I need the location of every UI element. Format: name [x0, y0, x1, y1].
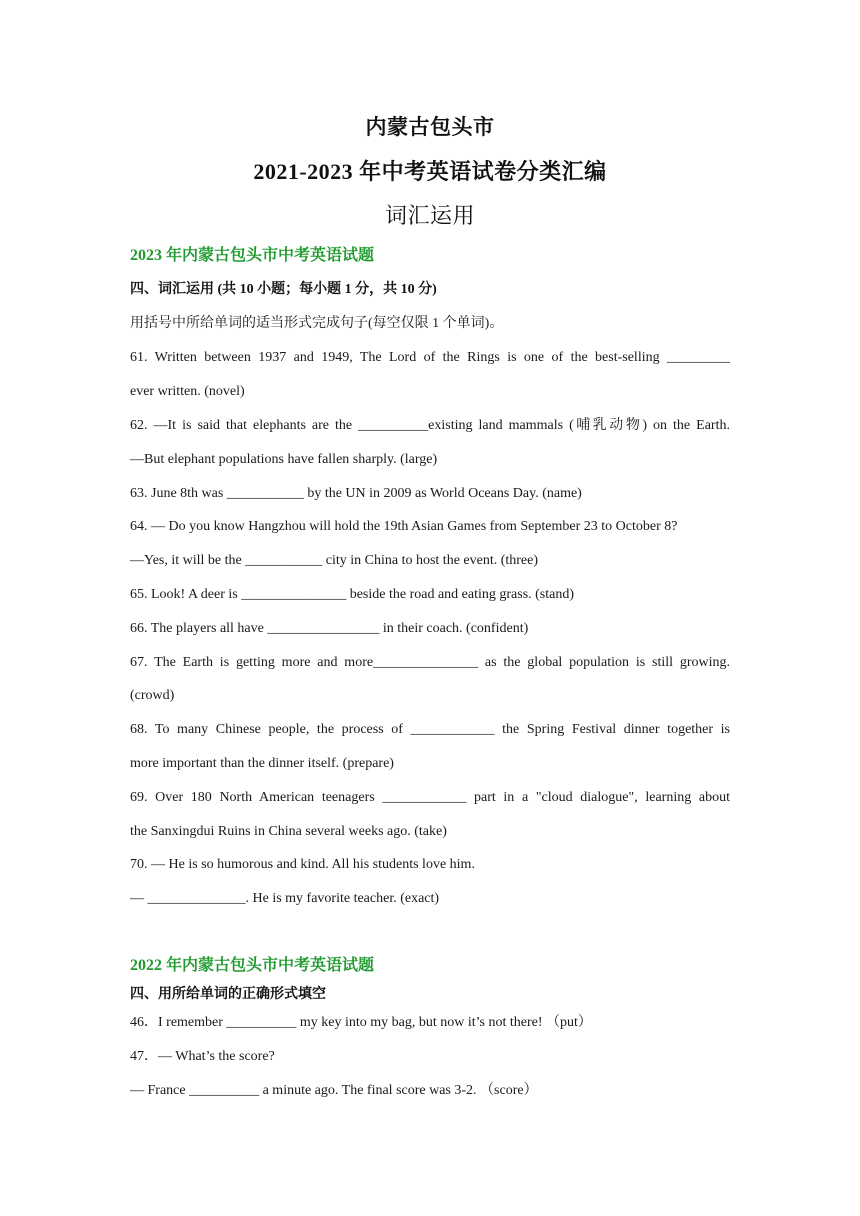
question-line: — ______________. He is my favorite teacher. (exact): [130, 891, 440, 906]
question-line: 46．I remember __________ my key into my bag, but now it’s not there! （put）: [130, 1015, 592, 1030]
question-line: 70. — He is so humorous and kind. All his students love him.: [130, 857, 475, 872]
question-line: 47．— What’s the score?: [130, 1049, 275, 1064]
question-line: 69. Over 180 North American teenagers ____________ part in a "cloud dialogue", learning about: [130, 790, 730, 805]
section-heading-2022: 2022 年内蒙古包头市中考英语试题: [130, 957, 375, 974]
instruction-text: 用括号中所给单词的适当形式完成句子(每空仅限 1 个单词)。: [130, 316, 504, 331]
section-heading-2023: 2023 年内蒙古包头市中考英语试题: [130, 247, 375, 264]
question-line: 66. The players all have ________________ in their coach. (confident): [130, 621, 529, 636]
question-line: 68. To many Chinese people, the process of ____________ the Spring Festival dinner together is: [130, 722, 730, 737]
section-subheading-2022: 四、用所给单词的正确形式填空: [130, 987, 326, 1002]
question-line: 61. Written between 1937 and 1949, The Lord of the Rings is one of the best-selling _________: [130, 350, 730, 365]
question-line: — France __________ a minute ago. The final score was 3-2. （score）: [130, 1083, 538, 1098]
document-title-region: 内蒙古包头市: [365, 115, 495, 139]
question-line: —Yes, it will be the ___________ city in China to host the event. (three): [130, 553, 539, 568]
document-title-topic: 词汇运用: [384, 204, 475, 229]
question-line: 67. The Earth is getting more and more_______________ as the global population is still growing.: [130, 655, 730, 670]
question-line: 63. June 8th was ___________ by the UN in 2009 as World Oceans Day. (name): [130, 486, 582, 501]
section-subheading-2023: 四、词汇运用 (共 10 小题；每小题 1 分，共 10 分): [130, 282, 437, 297]
question-line: the Sanxingdui Ruins in China several weeks ago. (take): [130, 824, 447, 839]
question-line: —But elephant populations have fallen sharply. (large): [130, 452, 438, 467]
question-line: 64. — Do you know Hangzhou will hold the 19th Asian Games from September 23 to October 8?: [130, 519, 678, 534]
question-line: (crowd): [130, 688, 175, 703]
document-title-exam: 2021-2023 年中考英语试卷分类汇编: [253, 159, 607, 184]
question-line: more important than the dinner itself. (prepare): [130, 756, 394, 771]
question-line: ever written. (novel): [130, 384, 245, 399]
question-line: 65. Look! A deer is _______________ beside the road and eating grass. (stand): [130, 587, 575, 602]
question-line: 62. —It is said that elephants are the __________existing land mammals (哺乳动物) on the Earth.: [130, 418, 730, 433]
